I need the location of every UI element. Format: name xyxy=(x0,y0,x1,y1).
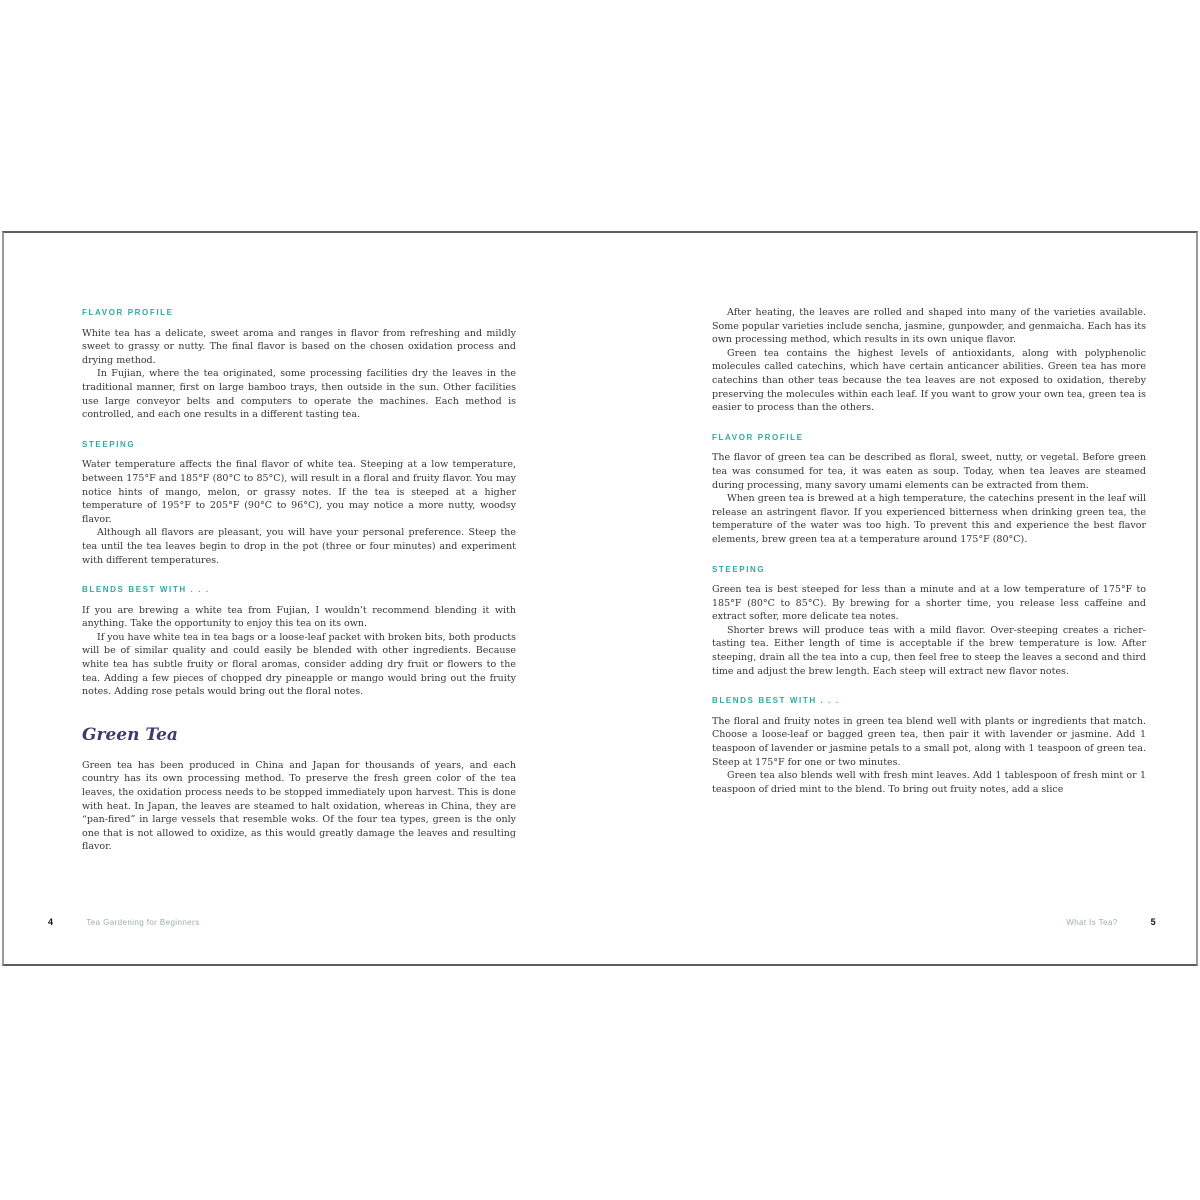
paragraph: If you have white tea in tea bags or a loose-leaf packet with broken bits, both products will be of similar quality and could easily be blended with other ingredients. Because white tea has subtle fruity or floral aromas, consider adding dry fruit or flowers to the tea. Adding a few pieces of chopped dry pineapple or mango would bring out the fruity notes. Adding rose petals would bring out the floral notes. xyxy=(82,631,516,698)
paragraph: The flavor of green tea can be described as floral, sweet, nutty, or vegetal. Before green tea was consumed for tea, it was eaten as soup. Today, when tea leaves are steamed during processing, many savory umami elements can be extracted from them. xyxy=(712,452,1146,491)
chapter-heading-green-tea: Green Tea xyxy=(82,724,178,745)
footer-page-number-right: 5 xyxy=(1150,917,1156,927)
paragraph: In Fujian, where the tea originated, some processing facilities dry the leaves in the traditional manner, first on large bamboo trays, then outside in the sun. Other facilities use large conveyor belts and computers to operate the machines. Each method is controlled, and each one results in a different tasting tea. xyxy=(82,368,516,421)
section-heading-flavor-profile: FLAVOR PROFILE xyxy=(712,432,804,442)
section-heading-steeping: STEEPING xyxy=(712,564,766,574)
right-page-footer xyxy=(1066,917,1156,927)
paragraph: The floral and fruity notes in green tea blend well with plants or ingredients that match. Choose a loose-leaf or bagged green tea, then pair it with lavender or jasmine. Add 1 teaspoon of lavender or jasmine petals to a small pot, along with 1 teaspoon of green tea. Steep at 175°F for one or two minutes. xyxy=(712,715,1146,768)
paragraph: Green tea contains the highest levels of antioxidants, along with polyphenolic molecules called catechins, which have certain anticancer abilities. Green tea has more catechins than other teas because the tea leaves are not exposed to oxidation, thereby preserving the molecules within each leaf. If you want to grow your own tea, green tea is easier to process than the others. xyxy=(712,347,1146,414)
paragraph: If you are brewing a white tea from Fujian, I wouldn’t recommend blending it with anything. Take the opportunity to enjoy this tea on its own. xyxy=(82,604,516,630)
section-heading-steeping: STEEPING xyxy=(82,439,136,449)
paragraph: Although all flavors are pleasant, you will have your personal preference. Steep the tea until the tea leaves begin to drop in the pot (three or four minutes) and experiment with different temperatures. xyxy=(82,527,516,566)
section-heading-blends-best-with: BLENDS BEST WITH . . . xyxy=(82,585,210,595)
right-page-text-column xyxy=(712,306,1146,796)
paragraph: Green tea is best steeped for less than a minute and at a low temperature of 175°F to 185°F (80°C to 85°C). By brewing for a shorter time, you release less caffeine and extract softer, more delicate tea notes. xyxy=(712,584,1146,623)
paragraph: Green tea also blends well with fresh mint leaves. Add 1 tablespoon of fresh mint or 1 teaspoon of dried mint to the blend. To bring out fruity notes, add a slice xyxy=(712,770,1146,795)
section-heading-flavor-profile: FLAVOR PROFILE xyxy=(82,308,174,317)
paragraph: White tea has a delicate, sweet aroma and ranges in flavor from refreshing and mildly sweet to grassy or nutty. The final flavor is based on the chosen oxidation process and drying method. xyxy=(82,327,516,366)
left-page-text-column xyxy=(82,306,516,854)
footer-chapter-title: What Is Tea? xyxy=(1066,918,1118,927)
footer-book-title: Tea Gardening for Beginners xyxy=(86,918,200,927)
section-heading-blends-best-with: BLENDS BEST WITH . . . xyxy=(712,696,840,706)
footer-page-number-left: 4 xyxy=(48,917,54,927)
book-spread xyxy=(2,231,1198,966)
paragraph: Green tea has been produced in China and Japan for thousands of years, and each country has its own processing method. To preserve the fresh green color of the tea leaves, the oxidation process needs to be stopped immediately upon harvest. This is done with heat. In Japan, the leaves are steamed to halt oxidation, whereas in China, they are “pan-fired” in large vessels that resemble woks. Of the four tea types, green is the only one that is not allowed to oxidize, as this would greatly damage the leaves and resulting flavor. xyxy=(82,759,516,853)
paragraph: After heating, the leaves are rolled and shaped into many of the varieties available. Some popular varieties include sencha, jasmine, gunpowder, and genmaicha. Each has its own processing method, which results in its own unique flavor. xyxy=(712,307,1146,346)
left-page-footer xyxy=(48,917,200,927)
paragraph: Shorter brews will produce teas with a mild flavor. Over-steeping creates a richer-tasting tea. Either length of time is acceptable if the brew temperature is low. After steeping, drain all the tea into a cup, then feel free to steep the leaves a second and third time and adjust the brew length. Each steep will extract new flavor notes. xyxy=(712,624,1146,677)
paragraph: Water temperature affects the final flavor of white tea. Steeping at a low temperature, between 175°F and 185°F (80°C to 85°C), will result in a floral and fruity flavor. You may notice hints of mango, melon, or grassy notes. If the tea is steeped at a higher temperature of 195°F to 205°F (90°C to 96°C), you may notice a more nutty, woodsy flavor. xyxy=(82,459,516,525)
paragraph: When green tea is brewed at a high temperature, the catechins present in the leaf will release an astringent flavor. If you experienced bitterness when drinking green tea, the temperature of the water was too high. To prevent this and experience the best flavor elements, brew green tea at a temperature around 175°F (80°C). xyxy=(712,493,1146,545)
